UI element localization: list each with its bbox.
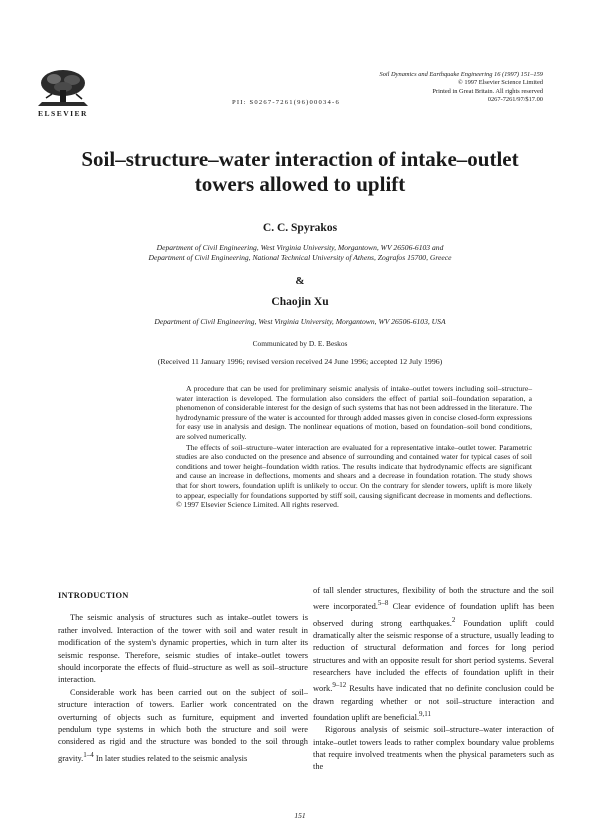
reference-superscript: 9,11	[419, 710, 432, 719]
pii-code: PII: S0267-7261(96)00034-6	[232, 99, 340, 106]
title-line-1: Soil–structure–water interaction of intake–outlet	[81, 147, 519, 171]
intro-paragraph-3-text-d: Results have indicated that no definite conclusion could be drawn regarding whether or not soil–structure interaction and foundation uplift are beneficial.	[313, 684, 554, 722]
abstract	[176, 384, 532, 510]
intro-paragraph-3-text-c: Foundation uplift could dramatically alter the seismic response of a structure, usually leading to reduction of structural deformation and forces for long period structures and with an opposite result for short period systems. Several researchers have included the effects of foundation uplift in their work.	[313, 618, 554, 694]
affiliation-1	[40, 243, 560, 263]
affiliation-1-line-1: Department of Civil Engineering, West Virginia University, Morgantown, WV 26506-6103 and	[156, 243, 444, 252]
affiliation-1-line-2: Department of Civil Engineering, National Technical University of Athens, Zografos 15700, Greece	[148, 253, 452, 262]
reference-superscript: 1–4	[83, 750, 94, 759]
page-number: 151	[294, 811, 306, 820]
elsevier-logo	[32, 68, 94, 118]
intro-paragraph-3-text-a: of tall slender structures, flexibility of both the structure and the soil were incorporated.	[313, 586, 554, 612]
tree-logo-icon	[32, 68, 94, 108]
section-heading-introduction: INTRODUCTION	[58, 591, 129, 600]
intro-paragraph-2-text: Considerable work has been carried out on the subject of soil–structure interaction of towers. Earlier work concentrated on the overturning of objects such as furniture, equipment and inverted pendulum type systems in which both the structure and soil were considered as rigid and the structure was bonded to the soil through gravity.	[58, 687, 308, 763]
body-column-right	[313, 585, 554, 774]
author-separator: &	[295, 275, 305, 287]
communicated-by: Communicated by D. E. Beskos	[252, 339, 348, 348]
journal-citation: Soil Dynamics and Earthquake Engineering 16 (1997) 151–159	[379, 71, 543, 78]
intro-paragraph-2-tail: In later studies related to the seismic analysis	[93, 753, 248, 763]
affiliation-2: Department of Civil Engineering, West Virginia University, Morgantown, WV 26506-6103, USA	[154, 317, 446, 326]
printed-line: Printed in Great Britain. All rights reserved	[432, 87, 543, 95]
author-2: Chaojin Xu	[271, 296, 329, 308]
copyright-line: © 1997 Elsevier Science Limited	[457, 79, 543, 87]
abstract-paragraph-1: A procedure that can be used for preliminary seismic analysis of intake–outlet towers including soil–structure–water interaction is developed. The formulation also considers the effect of partial soil–foundation separation, a phenomenon of considerable interest for the design of such systems that has not been addressed in the literature. The hydrodynamic pressure of the water is accounted for through added masses given in concise closed-form expressions for easy use in analysis and design. The nonlinear equations of motion, based on foundation–soil bond conditions, are solved numerically.	[176, 384, 532, 441]
reference-superscript: 9–12	[332, 681, 347, 690]
author-1: C. C. Spyrakos	[262, 222, 338, 234]
intro-paragraph-2	[58, 687, 308, 765]
journal-info	[380, 71, 543, 105]
issn-line: 0267-7261/97/$17.00	[487, 96, 543, 104]
received-dates: (Received 11 January 1996; revised version received 24 June 1996; accepted 12 July 1996)	[157, 357, 443, 366]
title-line-2: towers allowed to uplift	[194, 172, 406, 196]
intro-paragraph-4: Rigorous analysis of seismic soil–structure–water interaction of intake–outlet towers leads to rather complex boundary value problems that require involved treatments when the physical parameters such as the	[313, 725, 554, 772]
intro-paragraph-3	[313, 585, 554, 724]
publisher-logo-text: ELSEVIER	[38, 109, 88, 118]
reference-superscript: 2	[451, 615, 456, 624]
body-column-left	[58, 590, 308, 765]
intro-paragraph-1: The seismic analysis of structures such as intake–outlet towers is rather involved. Interaction of the tower with soil and water result in modification of the system's dynamic properties, which in turn alter its seismic response. Therefore, seismic studies of intake–outlet towers should incorporate the effects of fluid–structure as well as soil–structure interaction.	[58, 613, 308, 685]
intro-paragraph-3-text-b: Clear evidence of foundation uplift has been observed during strong earthquakes.	[313, 602, 555, 628]
reference-superscript: 5–8	[377, 599, 389, 608]
abstract-paragraph-2: The effects of soil–structure–water interaction are evaluated for a representative intake–outlet tower. Parametric studies are also conducted on the presence and absence of surrounding and contained water for typical cases of soil conditions and tower height–foundation width ratios. The results indicate that hydrodynamic effects are significant and cause an increase in deflections, moments and shears and a decrease in foundation rotation. The study shows that for short towers, foundation uplift is unlikely to occur. On the contrary for slender towers, uplift is more likely to appear, especially for foundations supported by stiff soil, causing significant decrease in moments and deflections. © 1997 Elsevier Science Limited. All rights reserved.	[176, 442, 532, 510]
article-title	[40, 147, 560, 197]
